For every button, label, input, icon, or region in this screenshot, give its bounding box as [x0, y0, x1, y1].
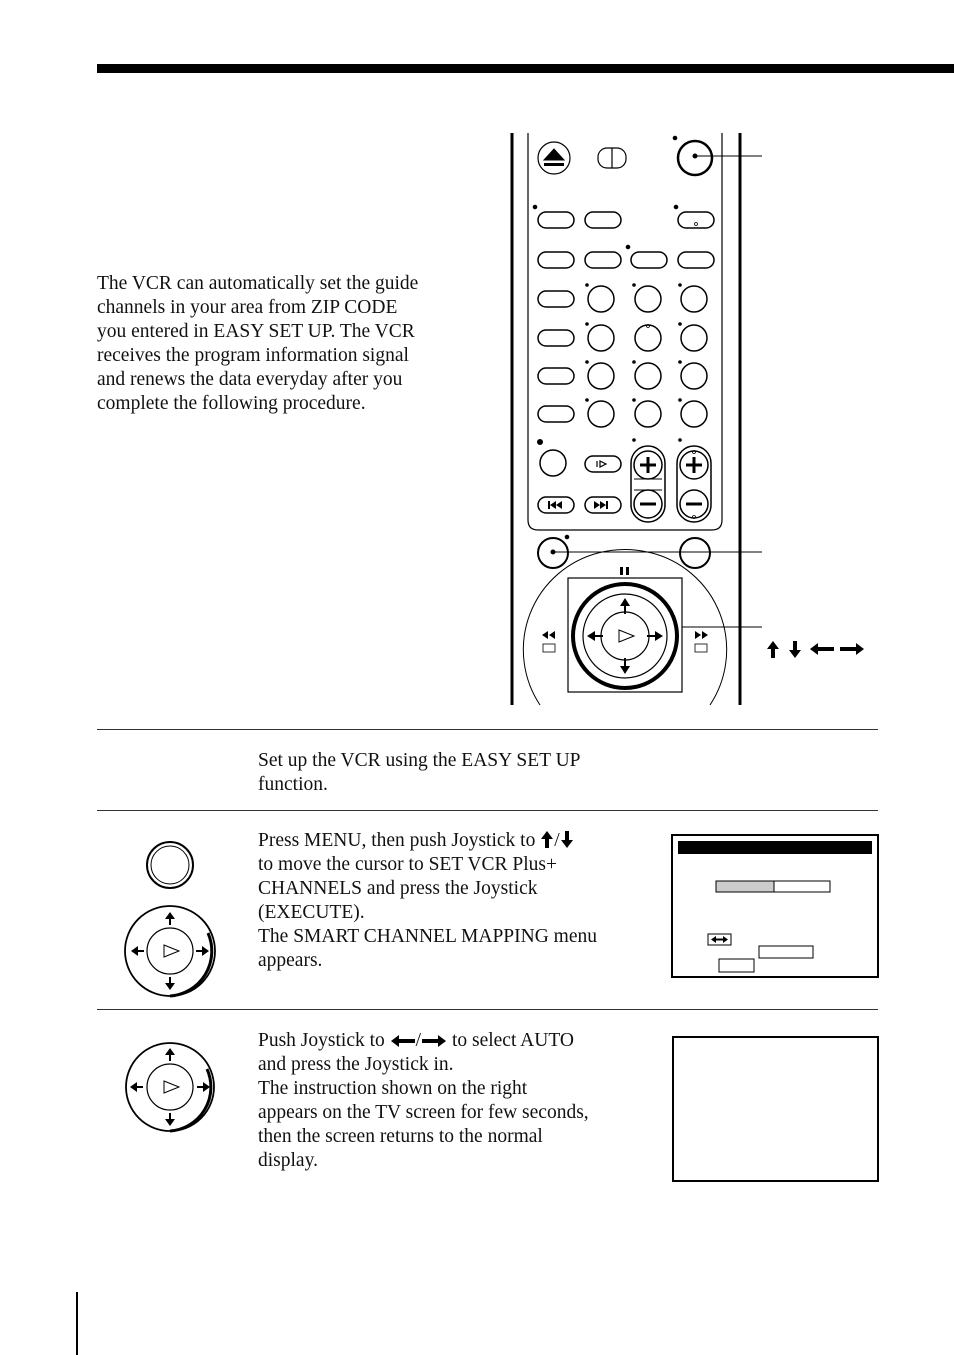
- left-arrow-icon: [810, 643, 834, 655]
- header-rule: [97, 64, 954, 73]
- step-line: function.: [258, 774, 328, 795]
- step-line: (EXECUTE).: [258, 902, 365, 923]
- down-arrow-icon: [789, 641, 801, 658]
- step-line-text: to select AUTO: [447, 1030, 574, 1051]
- step-line: [258, 1029, 658, 1053]
- joystick-icon: [122, 903, 220, 1001]
- step-line: The instruction shown on the right: [258, 1078, 528, 1099]
- intro-line: complete the following procedure.: [97, 393, 366, 414]
- step-line: Set up the VCR using the EASY SET UP: [258, 750, 581, 771]
- intro-line: you entered in EASY SET UP. The VCR: [97, 321, 415, 342]
- step-divider: [97, 729, 878, 730]
- right-arrow-icon: [840, 643, 864, 655]
- step-line: [258, 829, 658, 853]
- joystick-direction-arrows: [766, 640, 866, 662]
- up-arrow-icon: [767, 641, 779, 658]
- step-line-text: Push Joystick to: [258, 1030, 390, 1051]
- menu-button-icon: [145, 840, 195, 890]
- step-line: and press the Joystick in.: [258, 1054, 454, 1075]
- tv-screen-smart-channel-mapping-menu: [671, 834, 879, 978]
- remote-control-illustration: [505, 130, 785, 708]
- step-divider: [97, 1009, 878, 1010]
- step-1-text: [258, 749, 658, 797]
- intro-line: and renews the data everyday after you: [97, 369, 403, 390]
- step-line-separator: /: [415, 1030, 422, 1051]
- page-edge-mark: [76, 1292, 78, 1355]
- up-arrow-icon: [540, 830, 554, 849]
- intro-line: receives the program information signal: [97, 345, 409, 366]
- step-line-text: Press MENU, then push Joystick to: [258, 830, 541, 851]
- intro-line: The VCR can automatically set the guide: [97, 273, 419, 294]
- joystick-icon: [122, 1042, 220, 1140]
- tv-screen-instruction: [672, 1036, 880, 1183]
- step-2-text: [258, 829, 658, 973]
- step-line: The SMART CHANNEL MAPPING menu: [258, 926, 598, 947]
- step-line: then the screen returns to the normal: [258, 1126, 543, 1147]
- intro-line: channels in your area from ZIP CODE: [97, 297, 398, 318]
- step-line: to move the cursor to SET VCR Plus+: [258, 854, 557, 875]
- step-line: display.: [258, 1150, 318, 1171]
- step-divider: [97, 810, 878, 811]
- down-arrow-icon: [560, 830, 574, 849]
- intro-paragraph: [97, 272, 477, 416]
- step-line: CHANNELS and press the Joystick: [258, 878, 538, 899]
- left-arrow-icon: [390, 1033, 416, 1049]
- step-3-text: [258, 1029, 658, 1173]
- right-arrow-icon: [421, 1033, 447, 1049]
- step-line: appears on the TV screen for few seconds,: [258, 1102, 589, 1123]
- step-line: appears.: [258, 950, 323, 971]
- step-line-separator: /: [554, 830, 560, 851]
